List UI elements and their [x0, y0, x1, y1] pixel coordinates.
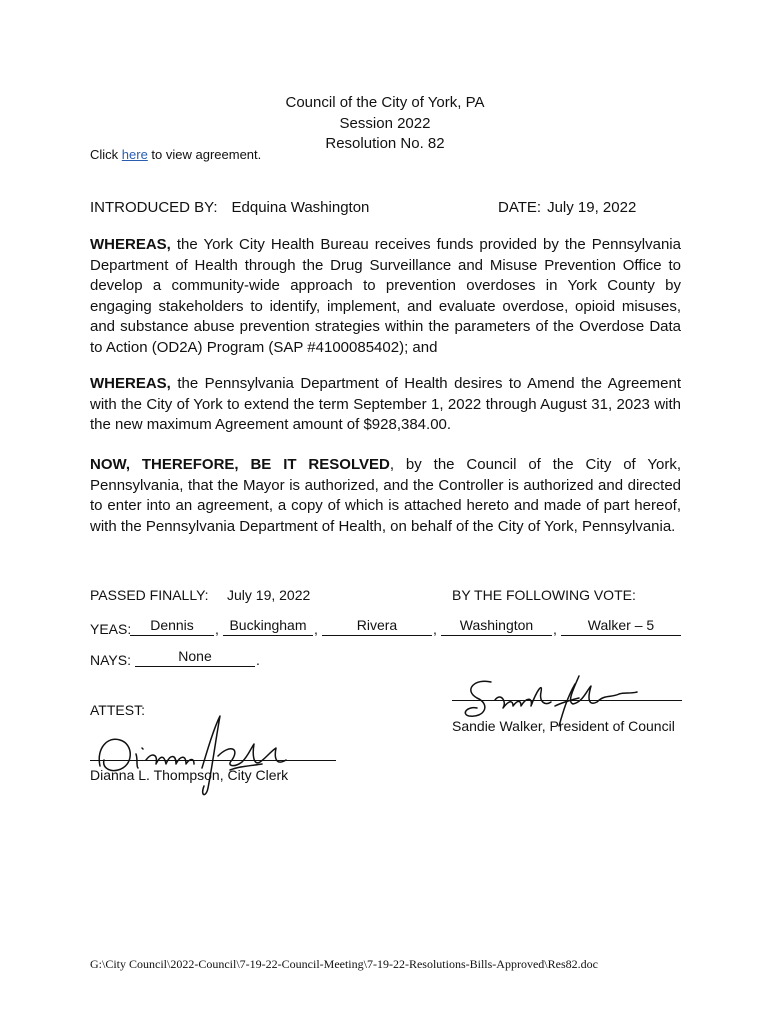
nays-period: .	[256, 652, 260, 668]
council-title: Council of the City of York, PA	[285, 94, 485, 111]
yea-separator: ,	[314, 621, 318, 637]
president-signature-line	[452, 700, 682, 701]
yea-separator: ,	[215, 621, 219, 637]
whereas-text-1: the York City Health Bureau receives funds provided by the Pennsylvania Department of Health through the Drug Surveillance and Misuse Prevention Office to develop a community-wide approach to prevention overdoses in York County by engaging stakeholders to identify, implement, and evaluate overdose, opioid misuses, and substance abuse prevention strategies within the parameters of the Overdose Data to Action (OD2A) Program (SAP #4100085402); and	[90, 236, 681, 356]
yea-separator: ,	[553, 621, 557, 637]
resolved-paragraph	[90, 455, 681, 537]
resolution-date	[498, 199, 636, 216]
yea-vote: Dennis	[130, 618, 214, 636]
clerk-signature-image	[90, 708, 300, 800]
introduced-by-label: INTRODUCED BY:	[90, 199, 218, 216]
whereas-lead-2: WHEREAS,	[90, 375, 171, 392]
yea-separator: ,	[433, 621, 437, 637]
date-label: DATE:	[498, 199, 542, 216]
passed-finally-date: July 19, 2022	[227, 587, 311, 603]
nays-label: NAYS:	[90, 652, 131, 668]
whereas-lead-1: WHEREAS,	[90, 236, 171, 253]
date-value: July 19, 2022	[547, 199, 637, 216]
resolution-number: Resolution No. 82	[325, 135, 445, 152]
resolved-text: , by the Council of the City of York, Pennsylvania, that the Mayor is authorized, and the Controller is authorized and directed to enter into an agreement, a copy of which is attached hereto and made of part hereof, with the Pennsylvania Department of Health, on behalf of the City of York, Pennsylvania.	[90, 456, 681, 535]
agreement-prefix: Click	[90, 147, 122, 162]
yea-vote: Buckingham	[223, 618, 313, 636]
whereas-paragraph-1	[90, 235, 681, 358]
file-path-footer: G:\City Council\2022-Council\7-19-22-Council-Meeting\7-19-22-Resolutions-Bills-Approved\Res82.doc	[90, 957, 598, 971]
following-vote-label: BY THE FOLLOWING VOTE:	[452, 587, 636, 603]
clerk-name: Dianna L. Thompson, City Clerk	[90, 767, 289, 783]
agreement-link-line	[90, 147, 261, 162]
yea-vote: Washington	[441, 618, 552, 636]
document-header	[0, 93, 770, 155]
agreement-suffix: to view agreement.	[147, 147, 262, 162]
president-name: Sandie Walker, President of Council	[452, 718, 675, 734]
session-label: Session 2022	[339, 114, 431, 132]
agreement-link[interactable]: here	[121, 147, 148, 162]
whereas-paragraph-2	[90, 374, 681, 436]
introduced-by-name: Edquina Washington	[231, 199, 370, 216]
passed-finally-label: PASSED FINALLY:	[90, 587, 209, 603]
yea-vote: Walker – 5	[561, 618, 681, 636]
attest-label: ATTEST:	[90, 702, 145, 718]
yea-vote: Rivera	[322, 618, 432, 636]
yeas-label: YEAS:	[90, 621, 132, 637]
whereas-text-2: the Pennsylvania Department of Health desires to Amend the Agreement with the City of York to extend the term September 1, 2022 through August 31, 2023 with the new maximum Agreement amount of $928,384.00.	[90, 375, 681, 433]
introduced-by	[90, 199, 369, 216]
nays-value: None	[135, 649, 255, 667]
clerk-signature-line	[90, 760, 336, 761]
resolved-lead: NOW, THEREFORE, BE IT RESOLVED	[90, 456, 390, 473]
